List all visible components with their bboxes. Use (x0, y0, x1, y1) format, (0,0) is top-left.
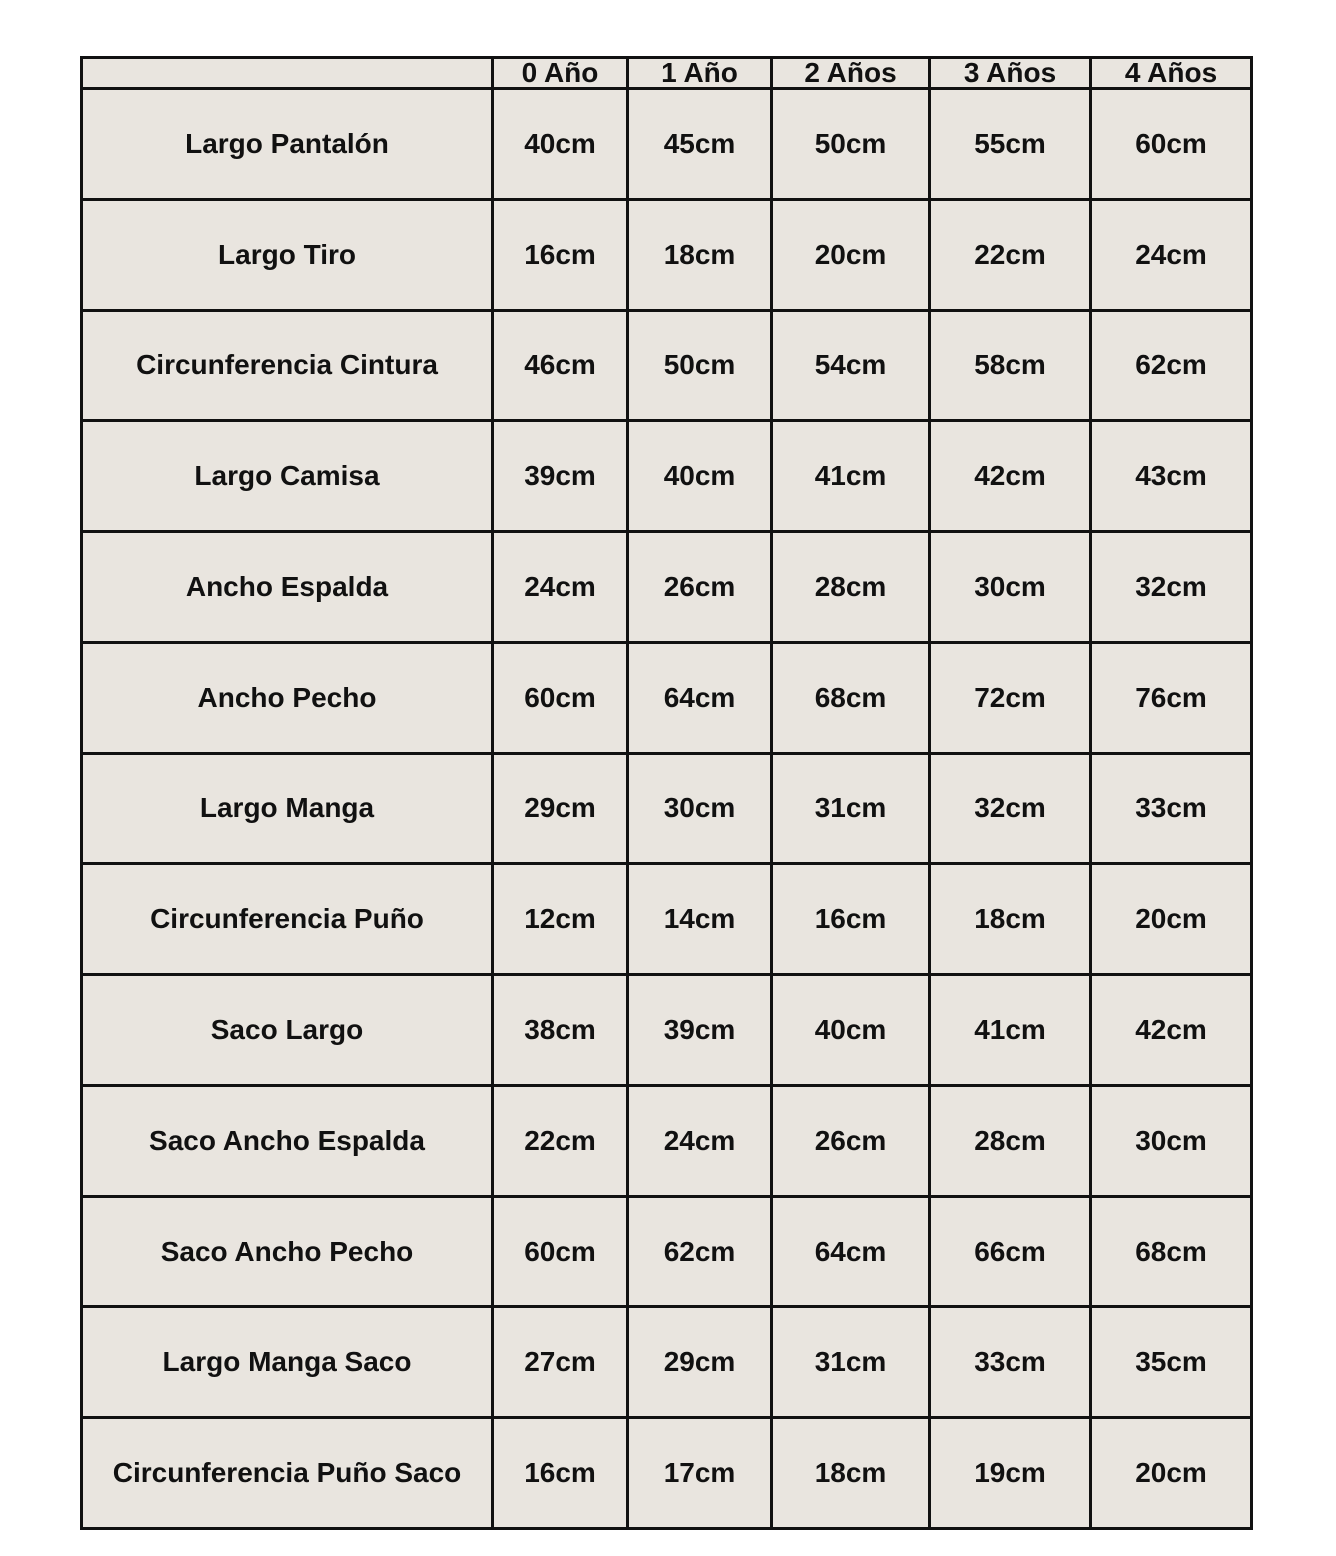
table-row (82, 89, 1252, 200)
measurement-cell: 14cm (628, 864, 772, 975)
measurement-cell: 19cm (930, 1418, 1091, 1529)
measurement-cell: 24cm (1091, 199, 1252, 310)
row-label: Ancho Espalda (82, 532, 493, 643)
column-header: 1 Año (628, 58, 772, 89)
measurement-cell: 58cm (930, 310, 1091, 421)
measurement-cell: 68cm (1091, 1196, 1252, 1307)
row-label: Largo Manga (82, 753, 493, 864)
measurement-cell: 20cm (772, 199, 930, 310)
measurement-cell: 31cm (772, 753, 930, 864)
measurement-cell: 18cm (628, 199, 772, 310)
measurement-cell: 55cm (930, 89, 1091, 200)
measurement-cell: 40cm (628, 421, 772, 532)
measurement-cell: 33cm (930, 1307, 1091, 1418)
measurement-cell: 35cm (1091, 1307, 1252, 1418)
measurement-cell: 46cm (493, 310, 628, 421)
measurement-cell: 54cm (772, 310, 930, 421)
row-label: Largo Manga Saco (82, 1307, 493, 1418)
measurement-cell: 16cm (493, 199, 628, 310)
row-label: Largo Camisa (82, 421, 493, 532)
row-label: Ancho Pecho (82, 642, 493, 753)
measurement-cell: 18cm (930, 864, 1091, 975)
measurement-cell: 18cm (772, 1418, 930, 1529)
table-row (82, 310, 1252, 421)
row-label: Saco Ancho Pecho (82, 1196, 493, 1307)
measurement-cell: 42cm (1091, 975, 1252, 1086)
table-row (82, 1418, 1252, 1529)
measurement-cell: 20cm (1091, 1418, 1252, 1529)
table-row (82, 864, 1252, 975)
measurement-cell: 22cm (493, 1085, 628, 1196)
size-chart-table (80, 56, 1253, 1530)
measurement-cell: 60cm (1091, 89, 1252, 200)
table-row (82, 753, 1252, 864)
measurement-cell: 27cm (493, 1307, 628, 1418)
measurement-cell: 30cm (628, 753, 772, 864)
measurement-cell: 28cm (930, 1085, 1091, 1196)
measurement-cell: 62cm (1091, 310, 1252, 421)
table-row (82, 421, 1252, 532)
measurement-cell: 28cm (772, 532, 930, 643)
row-label: Circunferencia Puño Saco (82, 1418, 493, 1529)
table-row (82, 532, 1252, 643)
measurement-cell: 72cm (930, 642, 1091, 753)
measurement-cell: 41cm (772, 421, 930, 532)
measurement-cell: 32cm (930, 753, 1091, 864)
measurement-cell: 32cm (1091, 532, 1252, 643)
measurement-cell: 38cm (493, 975, 628, 1086)
measurement-cell: 26cm (772, 1085, 930, 1196)
measurement-cell: 68cm (772, 642, 930, 753)
column-header: 3 Años (930, 58, 1091, 89)
measurement-cell: 29cm (628, 1307, 772, 1418)
column-header: 0 Año (493, 58, 628, 89)
table-row (82, 975, 1252, 1086)
measurement-cell: 31cm (772, 1307, 930, 1418)
table-row (82, 1307, 1252, 1418)
table-row (82, 1196, 1252, 1307)
table-row (82, 199, 1252, 310)
measurement-cell: 40cm (493, 89, 628, 200)
measurement-cell: 45cm (628, 89, 772, 200)
measurement-cell: 39cm (628, 975, 772, 1086)
row-label: Largo Tiro (82, 199, 493, 310)
measurement-cell: 42cm (930, 421, 1091, 532)
row-label: Saco Ancho Espalda (82, 1085, 493, 1196)
measurement-cell: 16cm (493, 1418, 628, 1529)
column-header: 4 Años (1091, 58, 1252, 89)
measurement-cell: 64cm (772, 1196, 930, 1307)
measurement-cell: 41cm (930, 975, 1091, 1086)
measurement-cell: 64cm (628, 642, 772, 753)
measurement-cell: 50cm (772, 89, 930, 200)
measurement-cell: 43cm (1091, 421, 1252, 532)
row-label: Circunferencia Puño (82, 864, 493, 975)
table-body (82, 89, 1252, 1529)
measurement-cell: 60cm (493, 642, 628, 753)
measurement-cell: 33cm (1091, 753, 1252, 864)
table-row (82, 642, 1252, 753)
measurement-cell: 24cm (493, 532, 628, 643)
measurement-cell: 62cm (628, 1196, 772, 1307)
row-label: Largo Pantalón (82, 89, 493, 200)
column-header: 2 Años (772, 58, 930, 89)
corner-cell (82, 58, 493, 89)
measurement-cell: 40cm (772, 975, 930, 1086)
measurement-cell: 66cm (930, 1196, 1091, 1307)
measurement-cell: 16cm (772, 864, 930, 975)
measurement-cell: 12cm (493, 864, 628, 975)
table-row (82, 1085, 1252, 1196)
header-row (82, 58, 1252, 89)
measurement-cell: 17cm (628, 1418, 772, 1529)
measurement-cell: 30cm (930, 532, 1091, 643)
row-label: Saco Largo (82, 975, 493, 1086)
measurement-cell: 50cm (628, 310, 772, 421)
measurement-cell: 30cm (1091, 1085, 1252, 1196)
measurement-cell: 29cm (493, 753, 628, 864)
measurement-cell: 39cm (493, 421, 628, 532)
row-label: Circunferencia Cintura (82, 310, 493, 421)
measurement-cell: 24cm (628, 1085, 772, 1196)
measurement-cell: 26cm (628, 532, 772, 643)
measurement-cell: 20cm (1091, 864, 1252, 975)
measurement-cell: 60cm (493, 1196, 628, 1307)
measurement-cell: 22cm (930, 199, 1091, 310)
measurement-cell: 76cm (1091, 642, 1252, 753)
